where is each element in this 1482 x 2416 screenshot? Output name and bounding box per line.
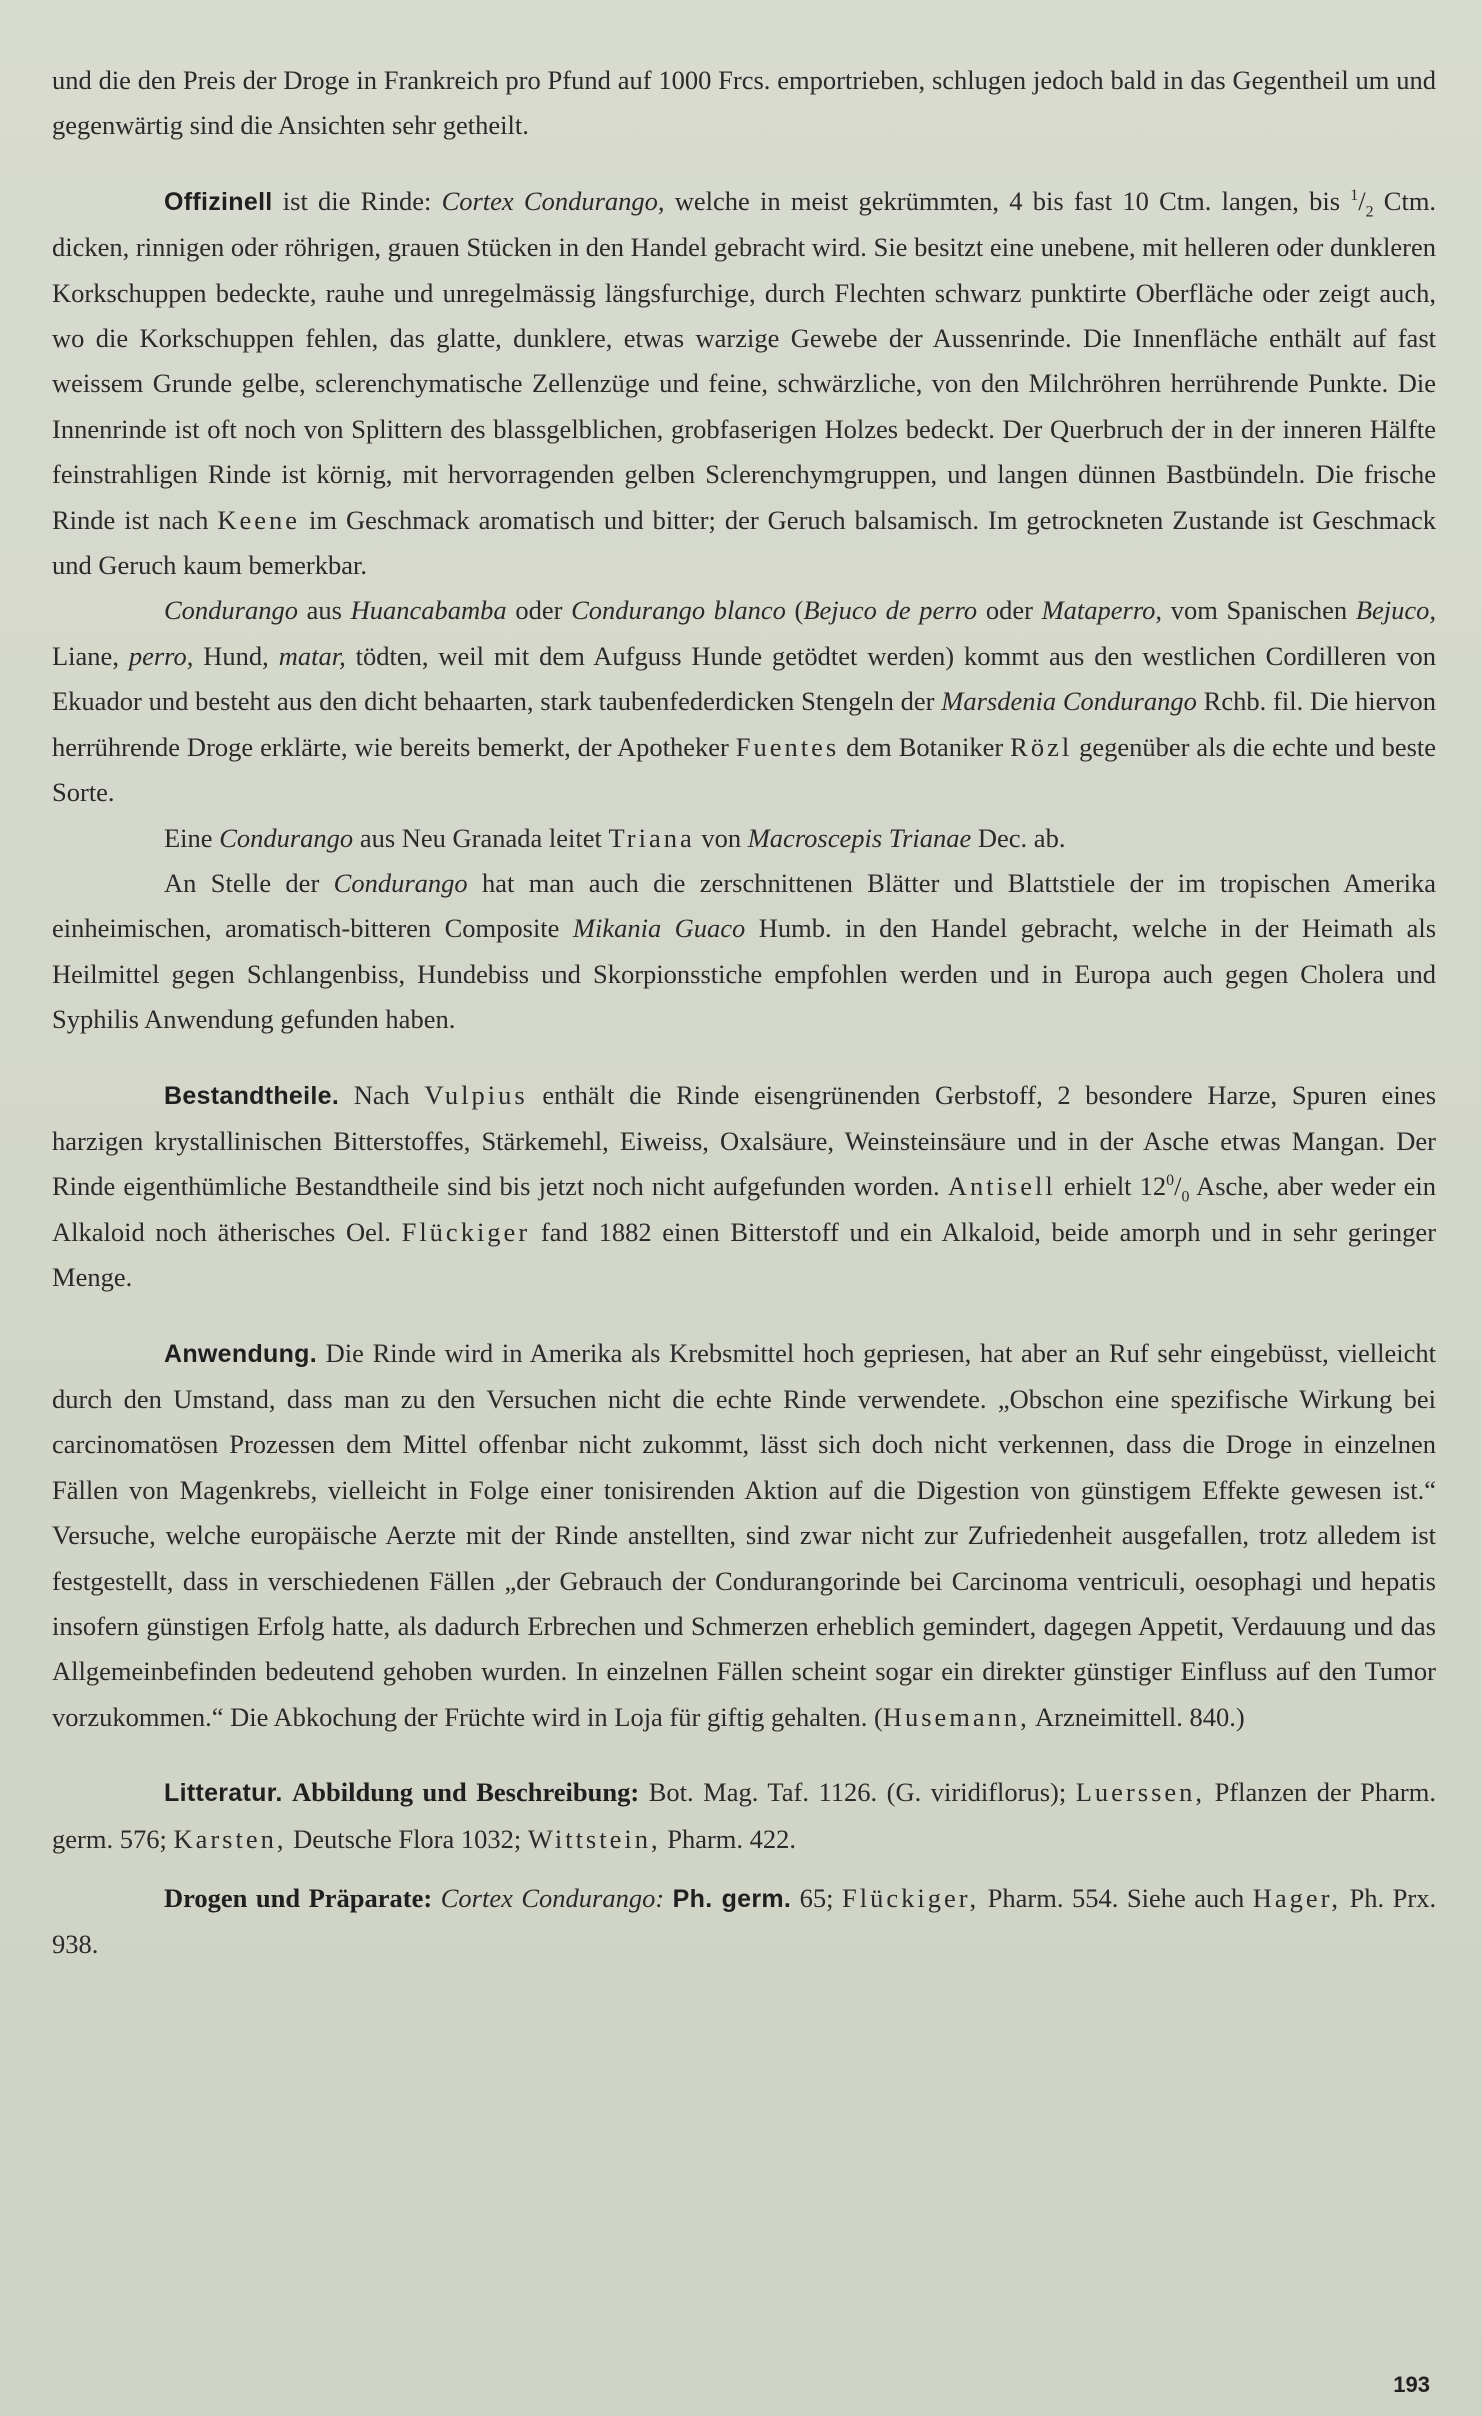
condurango-text-l: Liane, xyxy=(52,640,119,671)
heading-anwendung: Anwendung. xyxy=(164,1339,317,1368)
offizinell-cortex: Cortex Condurango, xyxy=(441,185,665,216)
drogen-cortex: Cortex Condurango: xyxy=(440,1883,665,1914)
bejuco-de-perro-term: Bejuco de perro xyxy=(803,595,978,626)
paragraph-offizinell: Offizinell ist die Rinde: Cortex Condurango, welche in meist gekrümmten, 4 bis fast 10 Ctm. langen, bis $^1/_2$ Ctm. dicken, rinnigen oder röhrigen, grauen Stücken in den Handel gebracht wird. Sie besitzt eine unebene, mit helleren oder dunkleren Korkschuppen bedeckte, rauhe und unregelmässig längsfurchige, durch Flechten schwarz punktirte Oberfläche oder zeigt auch, wo die Korkschuppen fehlen, das glatte, dunklere, etwas warzige Gewebe der Aussenrinde. Die Innenfläche enthält auf fast weissem Grunde gelbe, sclerenchymatische Zellenzüge und feine, schwärzliche, von den Milchröhren herrührende Punkte. Die Innenrinde ist oft noch von Splittern des blassgelblichen, grobfaserigen Holzes bedeckt. Der Querbruch der in der inneren Hälfte feinstrahligen Rinde ist körnig, mit hervorragenden gelben Sclerenchymgruppen, und langen dünnen Bastbündeln. Die frische Rinde ist nach Keene im Geschmack aromatisch und bitter; der Geruch balsamisch. Im getrockneten Zustande ist Geschmack und Geruch kaum bemerkbar. xyxy=(52,185,1437,581)
author-vulpius: Vulpius xyxy=(424,1079,528,1110)
condurango-text-p: tödten, weil mit dem Aufguss Hunde getödtet werden) kommt aus den westlichen Cordilleren von Ekuador und besteht aus den dicht behaarten, stark taubenfederdicken Stengeln der xyxy=(52,640,1436,717)
condurango-text-b: aus xyxy=(306,595,342,626)
condurango-text-s: dem Botaniker xyxy=(846,731,1004,762)
litteratur-text-c: Deutsche Flora 1032; xyxy=(293,1823,522,1854)
bestand-text-a: Nach xyxy=(353,1079,410,1110)
paragraph-anwendung xyxy=(52,1331,1436,1741)
litteratur-text-d: Pharm. 422. xyxy=(667,1823,797,1854)
author-rozl: Rözl xyxy=(1010,731,1073,762)
offizinell-text-3: Ctm. dicken, rinnigen oder röhrigen, grauen Stücken in den Handel gebracht wird. Sie besitzt eine unebene, mit helleren oder dunkleren Korkschuppen bedeckte, rauhe und unregelmässig längsfurchige, durch Flechten schwarz punktirte Oberfläche oder zeigt auch, wo die Korkschuppen fehlen, das glatte, dunklere, etwas warzige Gewebe der Aussenrinde. Die Innenfläche enthält auf fast weissem Grunde gelbe, sclerenchymatische Zellenzüge und feine, schwärzliche, von den Milchröhren herrührende Punkte. Die Innenrinde ist oft noch von Splittern des blassgelblichen, grobfaserigen Holzes bedeckt. Der Querbruch der in der inneren Hälfte feinstrahligen Rinde ist körnig, mit hervorragenden gelben Sclerenchymgruppen, und langen dünnen Bastbündeln. Die frische Rinde ist nach xyxy=(52,185,1437,535)
condurango-text-n: Hund, xyxy=(203,640,269,671)
bestand-text-e: fand 1882 einen Bitterstoff und ein Alkaloid, beide amorph und in sehr geringer Menge. xyxy=(52,1216,1437,1293)
stelle-text-c: hat man auch die zerschnittenen Blätter und Blattstiele der im tropischen Amerika einheimischen, aromatisch-bitteren Composite xyxy=(52,867,1437,944)
heading-offizinell: Offizinell xyxy=(164,187,273,216)
heading-litteratur: Litteratur. xyxy=(164,1779,283,1808)
macroscepis-term: Macroscepis Trianae xyxy=(747,822,972,853)
paragraph-bestandtheile xyxy=(52,1073,1436,1301)
stelle-condurango-term: Condurango xyxy=(333,867,468,898)
offizinell-text-1: ist die Rinde: xyxy=(282,185,432,216)
author-wittstein: Wittstein, xyxy=(527,1823,661,1854)
granada-text-c: aus Neu Granada leitet xyxy=(359,822,602,853)
author-antisell: Antisell xyxy=(947,1171,1056,1202)
drogen-text-a: 65; xyxy=(799,1883,834,1914)
perro-term: perro, xyxy=(128,640,194,671)
condurango-term: Condurango xyxy=(164,595,298,626)
offizinell-text-2: welche in meist gekrümmten, 4 bis fast 10 Ctm. langen, bis xyxy=(674,185,1341,216)
author-flueckiger-2: Flückiger, xyxy=(842,1883,980,1914)
condurango-text-r: Rchb. fil. Die hiervon herrührende Droge erklärte, wie bereits bemerkt, der Apotheker xyxy=(52,686,1436,762)
drogen-text-b: Pharm. 554. xyxy=(987,1883,1119,1914)
bestand-text-b: enthält die Rinde eisengrünenden Gerbstoff, 2 besondere Harze, Spuren eines harzigen krystallinischen Bitterstoffes, Stärkemehl, Eiweiss, Oxalsäure, Weinsteinsäure und in der Asche etwas Mangan. Der Rinde eigenthümliche Bestandtheile sind bis jetzt noch nicht aufgefunden worden. xyxy=(52,1079,1437,1202)
author-keene: Keene xyxy=(217,504,301,535)
mataperro-term: Mataperro, xyxy=(1041,595,1163,626)
author-triana: Triana xyxy=(608,822,695,853)
page-body xyxy=(52,58,1436,1968)
heading-bestandtheile: Bestandtheile. xyxy=(164,1081,340,1110)
author-karsten: Karsten, xyxy=(173,1823,287,1854)
bestand-text-c: erhielt 12 xyxy=(1063,1171,1167,1202)
offizinell-text-4: im Geschmack aromatisch und bitter; der Geruch balsamisch. Im getrockneten Zustande ist Geschmack und Geruch kaum bemerkbar. xyxy=(52,504,1437,581)
condurango-text-t: gegenüber als die echte und beste Sorte. xyxy=(52,731,1437,808)
paragraph-intro xyxy=(52,58,1436,149)
mikania-term: Mikania Guaco xyxy=(572,913,746,944)
granada-text-a: Eine xyxy=(164,822,213,853)
heading-drogen: Drogen und Präparate: xyxy=(164,1883,433,1914)
open-paren: ( xyxy=(794,595,804,626)
stelle-text-e: Humb. in den Handel gebracht, welche in der Heimath als Heilmittel gegen Schlangenbiss, Hundebiss und Skorpionsstiche empfohlen werden und in Europa auch gegen Cholera und Syphilis Anwendung gefunden haben. xyxy=(52,913,1437,1035)
heading-abbildung: Abbildung und Beschreibung: xyxy=(292,1777,640,1808)
marsdenia-term: Marsdenia Condurango xyxy=(941,686,1197,717)
paragraph-drogen xyxy=(52,1876,1436,1968)
huancabamba-term: Huancabamba xyxy=(350,595,507,626)
paragraph-stelle xyxy=(52,861,1436,1043)
granada-condurango-term: Condurango xyxy=(219,822,354,853)
litteratur-text-a: Bot. Mag. Taf. 1126. (G. viridiflorus); xyxy=(648,1777,1067,1808)
condurango-blanco-term: Condurango blanco xyxy=(571,595,786,626)
author-flueckiger: Flückiger xyxy=(401,1216,531,1247)
granada-text-d: von xyxy=(701,822,742,853)
condurango-text-j: vom Spanischen xyxy=(1170,595,1348,626)
intro-text: und die den Preis der Droge in Frankreich pro Pfund auf 1000 Frcs. emportrieben, schlugen jedoch bald in das Gegentheil um und gegenwärtig sind die Ansichten sehr getheilt. xyxy=(52,65,1436,141)
page-number: 193 xyxy=(1393,2372,1430,2397)
paragraph-condurango xyxy=(52,588,1436,815)
fraction-denominator: 2 xyxy=(1365,203,1374,221)
author-fuentes: Fuentes xyxy=(735,731,840,762)
bestand-text-d: Asche, aber weder ein Alkaloid noch ätherisches Oel. xyxy=(52,1171,1437,1247)
stelle-text-a: An Stelle der xyxy=(164,867,320,898)
paragraph-granada xyxy=(52,816,1436,861)
bejuco-term: Bejuco, xyxy=(1355,595,1437,626)
condurango-text-h: oder xyxy=(985,595,1033,626)
drogen-text-d: Ph. Prx. 938. xyxy=(52,1883,1437,1960)
anwendung-text-a: Die Rinde wird in Amerika als Krebsmittel hoch gepriesen, hat aber an Ruf sehr eingebüsst, vielleicht durch den Umstand, dass man zu den Versuchen nicht die echte Rinde verwendete. „Obschon eine spezifische Wirkung bei carcinomatösen Prozessen dem Mittel offenbar nicht zukommt, lässt sich doch nicht verkennen, dass die Droge in einzelnen Fällen von Magenkrebs, vielleicht in Folge einer tonisirenden Aktion auf die Digestion von günstigem Effekte gewesen ist.“ Versuche, welche europäische Aerzte mit der Rinde anstellten, sind zwar nicht zur Zufriedenheit ausgefallen, trotz alledem ist festgestellt, dass in verschiedenen Fällen „der Gebrauch der Condurangorinde bei Carcinoma ventriculi, oesophagi und hepatis insofern günstigen Erfolg hatte, als dadurch Erbrechen und Schmerzen erheblich gemindert, dagegen Appetit, Verdauung und das Allgemeinbefinden bedeutend gehoben wurden. In einzelnen Fällen scheint sogar ein direkter günstiger Einfluss auf den Tumor vorzukommen.“ Die Abkochung der Früchte wird in Loja für giftig gehalten. ( xyxy=(52,1337,1437,1732)
drogen-phgerm: Ph. germ. xyxy=(672,1885,792,1914)
granada-text-f: Dec. ab. xyxy=(977,822,1066,853)
condurango-text-d: oder xyxy=(515,595,563,626)
matar-term: matar, xyxy=(278,640,346,671)
author-luerssen: Luerssen, xyxy=(1075,1777,1206,1808)
author-husemann: Husemann, xyxy=(882,1701,1030,1732)
paragraph-litteratur xyxy=(52,1770,1436,1862)
fraction-numerator: 1 xyxy=(1350,186,1359,204)
litteratur-text-b: Pflanzen der Pharm. germ. 576; xyxy=(52,1777,1436,1854)
percent-sup: 0 xyxy=(1166,1172,1175,1190)
anwendung-text-b: Arzneimittell. 840.) xyxy=(1034,1701,1245,1732)
percent-slash: / xyxy=(1174,1171,1182,1202)
author-hager: Hager, xyxy=(1252,1883,1342,1914)
percent-sub: 0 xyxy=(1181,1188,1190,1206)
drogen-text-c: Siehe auch xyxy=(1126,1883,1245,1914)
